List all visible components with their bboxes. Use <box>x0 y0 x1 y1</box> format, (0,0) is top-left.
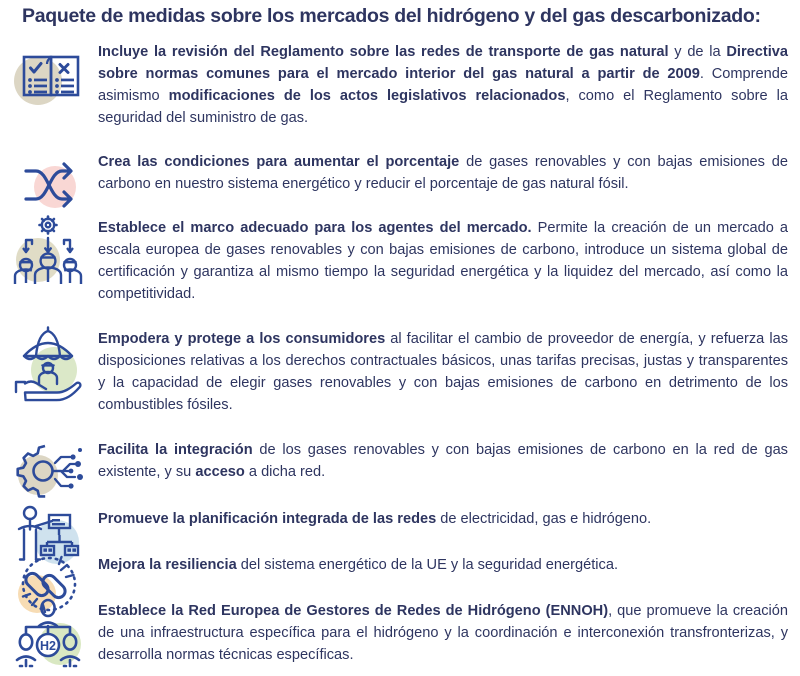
text-run: de electricidad, gas e hidrógeno. <box>436 510 652 527</box>
text-run: , que promueve la creación de una infraestructura específica para el hidrógeno y la coordinación e interconexión transfronterizas, y desarrolla normas técnicas específicas. <box>98 602 788 663</box>
text-run: Permite la creación de un mercado a escala europea de gases renovables y con bajas emisiones de carbono, introduce un sistema global de certificación y garantiza al mismo tiempo la seguridad energética y la liquidez del mercado, así como la competitividad. <box>98 219 788 302</box>
page-title: Paquete de medidas sobre los mercados del hidrógeno y del gas descarbonizado: <box>22 5 761 27</box>
text-run-bold: Mejora la resiliencia <box>98 556 237 573</box>
list-item <box>0 554 800 576</box>
list-item <box>0 151 800 195</box>
text-run-bold: Empodera y protege a los consumidores <box>98 330 386 347</box>
text-run: al facilitar el cambio de proveedor de energía, y refuerza las disposiciones relativas a los derechos contractuales básicos, unas tarifas precisas, justas y transparentes y la capacidad de elegir gases renovables y con bajas emisiones de carbono en detrimento de los combustibles fósiles. <box>98 330 788 414</box>
text-run-bold: modificaciones de los actos legislativos relacionados <box>168 88 566 105</box>
h2-network-people-icon <box>6 592 90 676</box>
list-item <box>0 41 800 129</box>
item-text <box>98 600 800 666</box>
text-run-bold: Establece el marco adecuado para los agentes del mercado. <box>98 219 532 236</box>
measures-list <box>0 41 800 666</box>
text-run: a dicha red. <box>244 464 326 481</box>
text-run: y de la <box>668 44 727 60</box>
text-run-bold: Establece la Red Europea de Gestores de Redes de Hidrógeno (ENNOH) <box>98 602 609 619</box>
list-item <box>0 217 800 305</box>
item-text <box>98 439 800 483</box>
text-run-bold: Promueve la planificación integrada de las redes <box>98 510 437 527</box>
text-run: , como el Reglamento sobre la seguridad del suministro de gas. <box>98 88 788 127</box>
item-text <box>98 508 800 530</box>
umbrella-hand-consumer-icon <box>6 322 90 406</box>
item-text <box>98 554 800 576</box>
list-item <box>0 439 800 483</box>
text-run-bold: Directiva sobre normas comunes para el mercado interior del gas natural a partir de 2009 <box>98 44 788 83</box>
list-item <box>0 328 800 416</box>
market-agents-gear-icon <box>6 208 90 292</box>
text-run: de gases renovables y con bajas emisiones de carbono en nuestro sistema energético y reducir el porcentaje de gas natural fósil. <box>98 154 788 193</box>
svg-text:H2: H2 <box>40 638 56 653</box>
item-text <box>98 217 800 305</box>
text-run-bold: Crea las condiciones para aumentar el porcentaje <box>98 154 460 171</box>
list-item <box>0 600 800 666</box>
text-run: de los gases renovables y con bajas emisiones de carbono en la red de gas existente, y su <box>98 442 788 481</box>
text-run: . Comprende asimismo <box>98 66 788 105</box>
list-item <box>0 508 800 530</box>
item-text <box>98 328 800 416</box>
item-text <box>98 151 800 195</box>
open-book-checklist-icon <box>6 35 90 119</box>
item-text <box>98 41 800 129</box>
text-run-bold: Facilita la integración <box>98 442 253 459</box>
text-run: del sistema energético de la UE y la seguridad energética. <box>236 556 618 573</box>
text-run-bold: acceso <box>195 464 245 481</box>
text-run-bold: Incluye la revisión del Reglamento sobre las redes de transporte de gas natural <box>98 44 669 60</box>
